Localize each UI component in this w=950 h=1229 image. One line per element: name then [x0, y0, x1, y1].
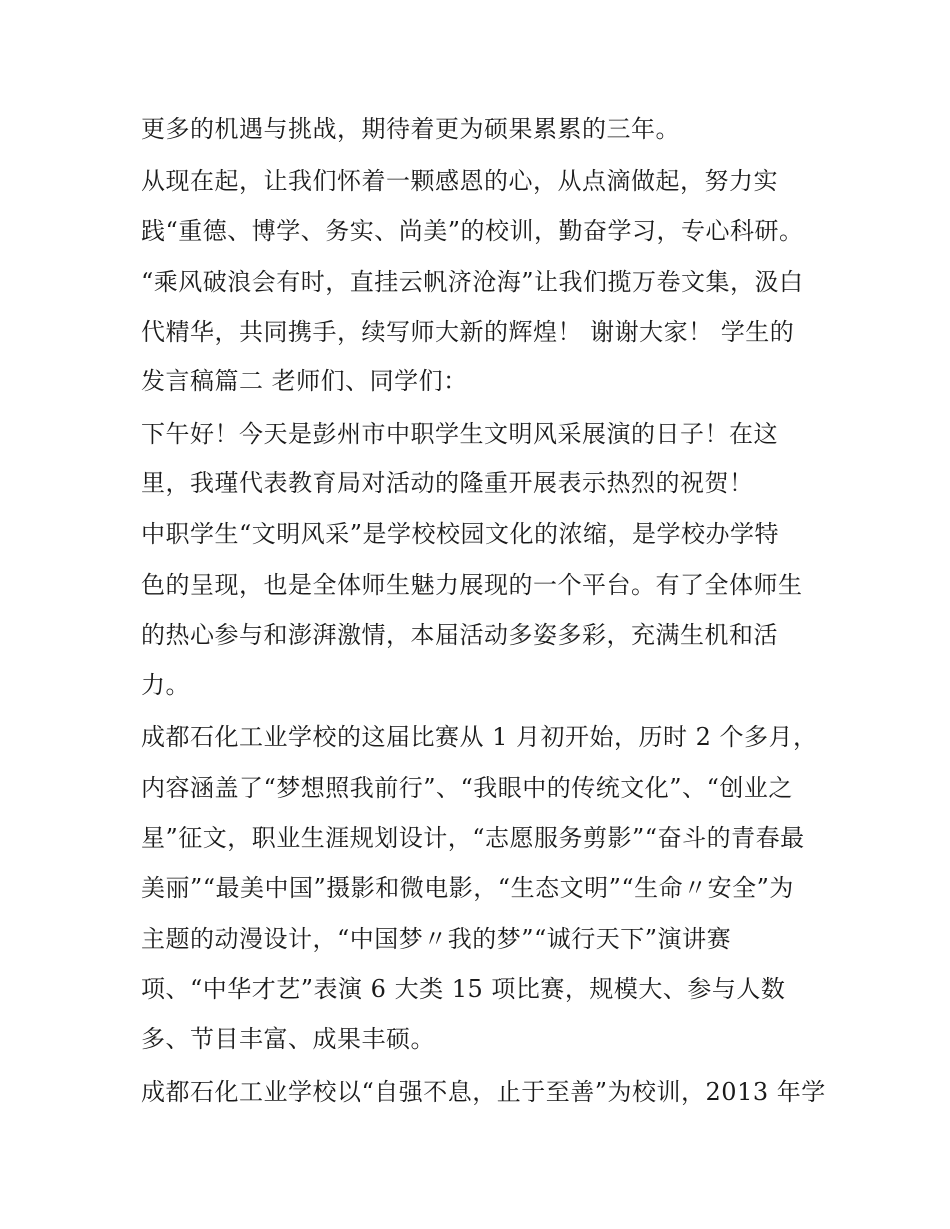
text-line: 美丽”“最美中国”摄影和微电影，“生态文明”“生命〃安全”为	[141, 874, 794, 902]
text-line: 内容涵盖了“梦想照我前行”、“我眼中的传统文化”、“创业之	[141, 774, 793, 802]
text-line: 成都石化工业学校以“自强不息，止于至善”为校训，2013 年学	[141, 1078, 826, 1106]
text-line: 力。	[141, 671, 190, 699]
text-line: 项、“中华才艺”表演 6 大类 15 项比赛，规模大、参与人数	[141, 975, 786, 1003]
text-line: 更多的机遇与挑战，期待着更为硕果累累的三年。	[141, 115, 680, 143]
text-line: 下午好！今天是彭州市中职学生文明风采展演的日子！在这	[141, 420, 778, 448]
text-line: 成都石化工业学校的这届比赛从 1 月初开始，历时 2 个多月，	[141, 723, 818, 751]
text-line: 主题的动漫设计，“中国梦〃我的梦”“诚行天下”演讲赛	[141, 925, 732, 953]
text-line: 多、节目丰富、成果丰硕。	[141, 1025, 435, 1053]
text-line: 中职学生“文明风采”是学校校园文化的浓缩，是学校办学特	[141, 520, 780, 548]
text-line: 里，我瑾代表教育局对活动的隆重开展表示热烈的祝贺！	[141, 469, 754, 497]
text-line: 践“重德、博学、务实、尚美”的校训，勤奋学习，专心科研。	[141, 217, 804, 245]
text-line: 色的呈现，也是全体师生魅力展现的一个平台。有了全体师生	[141, 571, 803, 599]
text-line: 代精华，共同携手，续写师大新的辉煌！ 谢谢大家！ 学生的	[141, 318, 795, 346]
text-line: 星”征文，职业生涯规划设计，“志愿服务剪影”“奋斗的青春最	[141, 824, 805, 852]
text-line: “乘风破浪会有时，直挂云帆济沧海”让我们揽万卷文集，汲白	[141, 268, 804, 296]
text-line: 的热心参与和澎湃激情，本届活动多姿多彩，充满生机和活	[141, 621, 778, 649]
text-line: 发言稿篇二 老师们、同学们：	[141, 367, 468, 395]
text-line: 从现在起，让我们怀着一颗感恩的心，从点滴做起，努力实	[141, 167, 778, 195]
